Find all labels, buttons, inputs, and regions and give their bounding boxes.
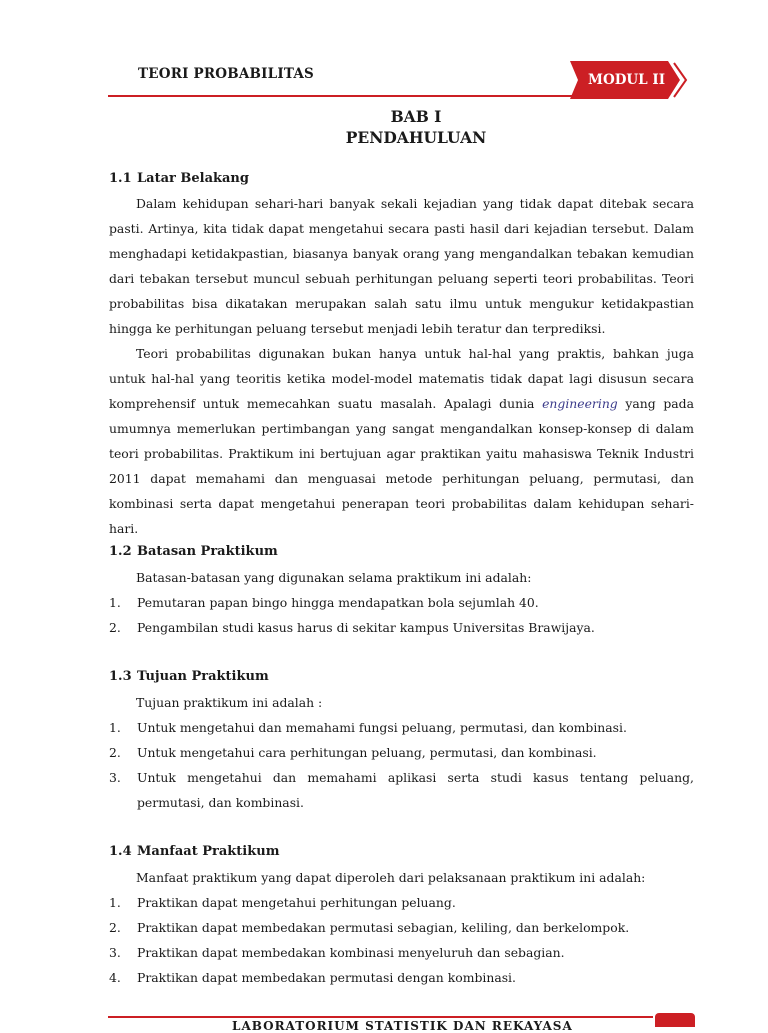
list-text: Praktikan dapat membedakan permutasi dengan kombinasi. [137, 970, 516, 985]
list-item [109, 740, 694, 765]
section-title: Latar Belakang [137, 171, 249, 186]
section-intro: Tujuan praktikum ini adalah : [136, 695, 323, 710]
list-text: Pengambilan studi kasus harus di sekitar kampus Universitas Brawijaya. [137, 620, 595, 635]
section-heading-tujuan-praktikum [109, 669, 269, 684]
footer-accent [655, 1013, 695, 1027]
chapter-title: PENDAHULUAN [345, 128, 487, 147]
paragraph: Dalam kehidupan sehari-hari banyak sekali kejadian yang tidak dapat ditebak secara pasti. Artinya, kita tidak dapat mengetahui secara pasti hasil dari kejadian tersebut. Dalam menghadapi ketidakpastian, biasanya banyak orang yang mengandalkan tebakan kemudian dari tebakan tersebut muncul sebuah perhitungan peluang seperti teori probabilitas. Teori probabilitas bisa dikatakan merupakan salah satu ilmu untuk mengukur ketidakpastian hingga ke perhitungan peluang tersebut menjadi lebih teratur dan terprediksi. [109, 196, 694, 336]
paragraph-text: yang pada umumnya memerlukan pertimbangan yang sangat mengandalkan konsep-konsep di dalam teori probabilitas. Praktikum ini bertujuan agar praktikan yaitu mahasiswa Teknik Industri 2011 dapat memahami dan menguasai metode perhitungan peluang, permutasi, dan kombinasi serta dapat mengetahui penerapan teori probabilitas dalam kehidupan sehari-hari. [109, 396, 694, 536]
list-text: Praktikan dapat membedakan permutasi sebagian, keliling, dan berkelompok. [137, 920, 630, 935]
list-marker: 4. [109, 970, 121, 985]
list-text: Pemutaran papan bingo hingga mendapatkan bola sejumlah 40. [137, 595, 539, 610]
footer-divider [108, 1016, 653, 1018]
list-marker: 1. [109, 595, 121, 610]
list-item [109, 915, 694, 940]
paragraph-text: Teori probabilitas digunakan bukan hanya untuk hal-hal yang praktis, bahkan juga untuk hal-hal yang teoritis ketika model-model matematis tidak dapat lagi disusun secara komprehensif untuk memecahkan suatu masalah. Apalagi dunia [109, 346, 694, 411]
list-item [109, 765, 694, 815]
section-heading-batasan-praktikum [109, 544, 278, 559]
section-title: Batasan Praktikum [137, 544, 278, 559]
header-divider [108, 95, 576, 97]
section-heading-latar-belakang [109, 171, 249, 186]
module-badge [570, 61, 694, 99]
list-text: Untuk mengetahui dan memahami aplikasi serta studi kasus tentang peluang, permutasi, dan kombinasi. [137, 770, 694, 810]
section-number: 1.2 [109, 544, 132, 559]
header-title: TEORI PROBABILITAS [138, 66, 315, 82]
section-number: 1.3 [109, 669, 132, 684]
list-marker: 2. [109, 745, 121, 760]
module-label: MODUL II [588, 72, 666, 88]
footer-text: LABORATORIUM STATISTIK DAN REKAYASA [232, 1019, 573, 1033]
list-item [109, 715, 694, 740]
list-marker: 3. [109, 770, 121, 785]
section-intro: Manfaat praktikum yang dapat diperoleh dari pelaksanaan praktikum ini adalah: [136, 870, 646, 885]
section-title: Tujuan Praktikum [137, 669, 269, 684]
list-text: Praktikan dapat membedakan kombinasi menyeluruh dan sebagian. [137, 945, 565, 960]
section-heading-manfaat-praktikum [109, 844, 279, 859]
list-item [109, 940, 694, 965]
section-number: 1.4 [109, 844, 132, 859]
section-title: Manfaat Praktikum [137, 844, 280, 859]
list-item [109, 615, 694, 640]
list-text: Praktikan dapat mengetahui perhitungan peluang. [137, 895, 456, 910]
list-item [109, 965, 694, 990]
emphasis-text: engineering [542, 396, 618, 411]
list-marker: 1. [109, 720, 121, 735]
chapter-number: BAB I [390, 107, 442, 126]
list-text: Untuk mengetahui cara perhitungan peluang, permutasi, dan kombinasi. [137, 745, 597, 760]
section-intro: Batasan-batasan yang digunakan selama praktikum ini adalah: [136, 570, 532, 585]
list-item [109, 890, 694, 915]
list-marker: 2. [109, 620, 121, 635]
list-text: Untuk mengetahui dan memahami fungsi peluang, permutasi, dan kombinasi. [137, 720, 627, 735]
paragraph [109, 341, 694, 541]
section-number: 1.1 [109, 171, 132, 186]
list-marker: 3. [109, 945, 121, 960]
list-marker: 2. [109, 920, 121, 935]
list-marker: 1. [109, 895, 121, 910]
list-item [109, 590, 694, 615]
